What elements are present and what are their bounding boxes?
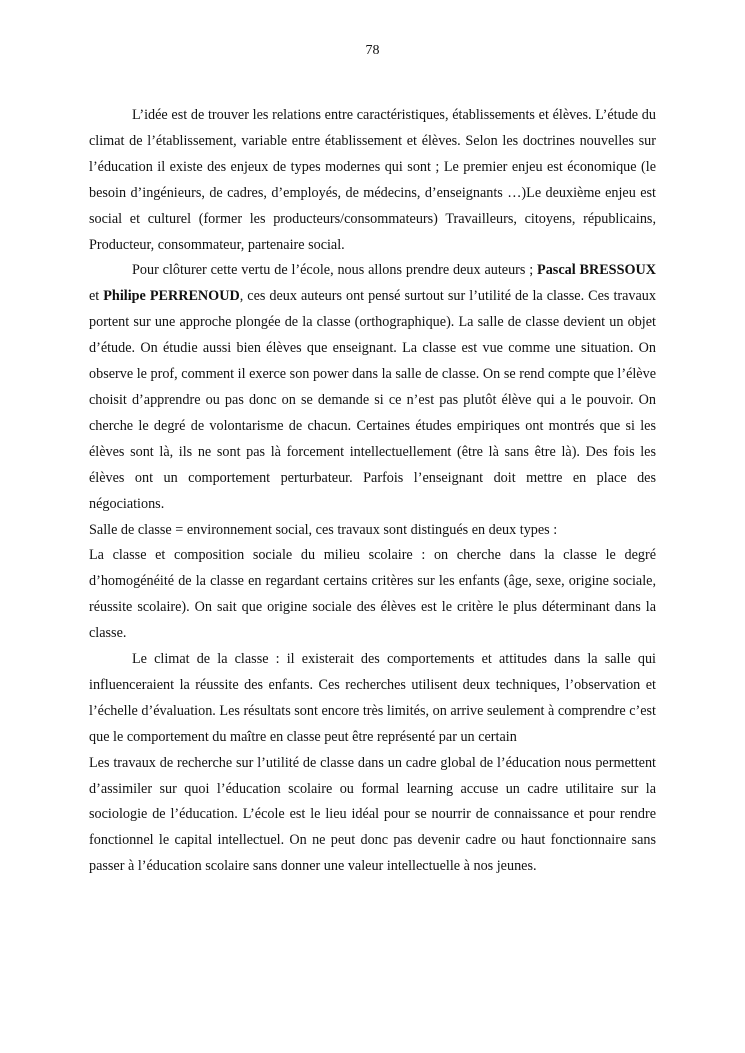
paragraph-conclusion: Les travaux de recherche sur l’utilité de classe dans un cadre global de l’éducation nous permettent d’assimiler sur quoi l’éducation scolaire ou formal learning accuse un cadre utilitaire sur la sociologie de l’éducation. L’école est le lieu idéal pour se nourrir de connaissance et pour rendre fonctionnel le capital intellectuel. On ne peut donc pas devenir cadre ou haut fonctionnaire sans passer à l’éducation scolaire sans donner une valeur intellectuelle à nos jeunes. xyxy=(89,754,656,875)
author-name-bressoux: Pascal BRESSOUX xyxy=(537,262,656,279)
author-name-perrenoud: Philipe PERRENOUD xyxy=(103,288,240,305)
paragraph-authors-text-after: , ces deux auteurs ont pensé surtout sur l’utilité de la classe. Ces travaux portent sur une approche plongée de la classe (orthographique). La salle de classe devient un objet d’étude. On étudie aussi bien élèves que enseignant. La classe est vue comme une situation. On observe le prof, comment il exerce son power dans la salle de classe. On se rend compte que l’élève choisit d’apprendre ou pas donc on se demande si ce n’est pas plutôt élève qui a le pouvoir. On cherche le degré de volontarisme de chacun. Certaines études empiriques ont montrés que si les élèves sont là, ils ne sont pas là forcement intellectuellement (être là sans être là). Des fois les élèves ont un comportement perturbateur. Parfois l’enseignant doit mettre en place des négociations. xyxy=(89,288,656,512)
paragraph-authors-text-mid: et xyxy=(89,288,104,305)
paragraph-classroom-types: Salle de classe = environnement social, ces travaux sont distingués en deux types : xyxy=(89,521,558,538)
paragraph-class-climate: Le climat de la classe : il existerait des comportements et attitudes dans la salle qui influenceraient la réussite des enfants. Ces recherches utilisent deux techniques, l’observation et l’échelle d’évaluation. Les résultats sont encore très limités, on arrive seulement à comprendre c’est que le comportement du maître en classe peut être représenté par un certain xyxy=(89,651,656,745)
paragraph-authors xyxy=(89,258,656,517)
page-number: 78 xyxy=(365,43,380,58)
document-body xyxy=(89,103,656,880)
paragraph-intro: L’idée est de trouver les relations entre caractéristiques, établissements et élèves. L’étude du climat de l’établissement, variable entre établissement et élèves. Selon les doctrines nouvelles sur l’éducation il existe des enjeux de types modernes qui sont ; Le premier enjeu est économique (le besoin d’ingénieurs, de cadres, d’employés, de médecins, d’enseignants …)Le deuxième enjeu est social et culturel (former les producteurs/consommateurs) Travailleurs, citoyens, républicains, Producteur, consommateur, partenaire social. xyxy=(89,107,656,253)
paragraph-authors-text-before: Pour clôturer cette vertu de l’école, nous allons prendre deux auteurs ; xyxy=(132,262,538,279)
paragraph-social-composition: La classe et composition sociale du milieu scolaire : on cherche dans la classe le degré d’homogénéité de la classe en regardant certains critères sur les enfants (âge, sexe, origine sociale, réussite scolaire). On sait que origine sociale des élèves est le critère le plus déterminant dans la classe. xyxy=(89,547,656,642)
